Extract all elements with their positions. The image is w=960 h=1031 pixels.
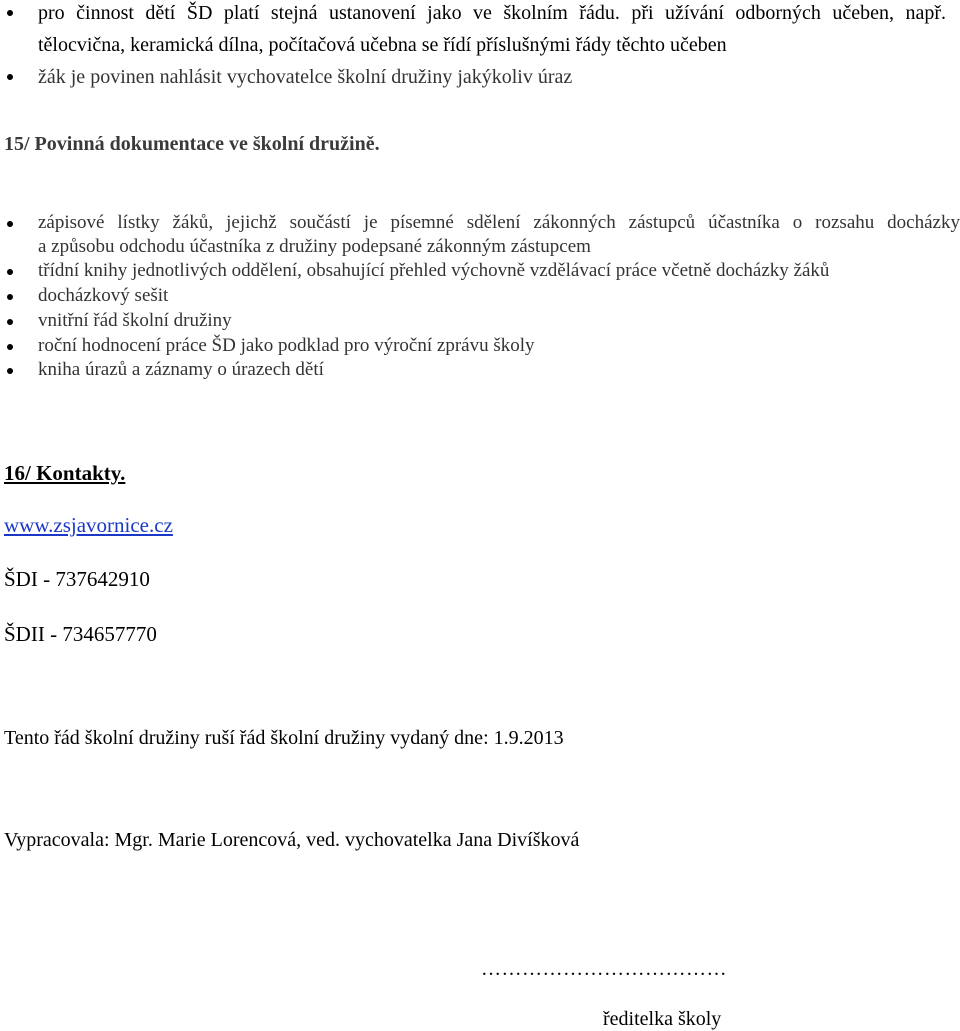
list-item-text-continued: tělocvična, keramická dílna, počítačová učebna se řídí příslušnými řády těchto učeben (38, 34, 727, 56)
list-item-text: docházkový sešit (38, 285, 169, 306)
bullet-icon (7, 74, 13, 80)
signature-label: ředitelka školy (603, 1008, 722, 1030)
section-heading-documentation: 15/ Povinná dokumentace ve školní družině. (4, 133, 380, 155)
list-item-text: zápisové lístky žáků, jejichž součástí je písemné sdělení zákonných zástupců účastníka o rozsahu docházky (38, 212, 960, 233)
list-item-text: roční hodnocení práce ŠD jako podklad pro výroční zprávu školy (38, 335, 535, 356)
list-item-text: vnitřní řád školní družiny (38, 310, 232, 331)
list-item-text: žák je povinen nahlásit vychovatelce školní družiny jakýkoliv úraz (38, 66, 573, 88)
bullet-icon (7, 344, 13, 350)
bullet-icon (7, 10, 13, 16)
bullet-icon (7, 319, 13, 325)
website-link[interactable]: www.zsjavornice.cz (4, 513, 173, 537)
list-item-text: třídní knihy jednotlivých oddělení, obsahující přehled výchovně vzdělávací práce včetně docházky žáků (38, 260, 830, 281)
signature-line: ……………………………… (481, 958, 727, 980)
phone-sdii: ŠDII - 734657770 (4, 622, 157, 646)
prepared-by: Vypracovala: Mgr. Marie Lorencová, ved. vychovatelka Jana Divíšková (4, 829, 580, 851)
list-item-text: kniha úrazů a záznamy o úrazech dětí (38, 359, 324, 380)
bullet-icon (7, 368, 13, 374)
list-item-text-continued: a způsobu odchodu účastníka z družiny podepsané zákonným zástupcem (38, 236, 591, 257)
bullet-icon (7, 294, 13, 300)
section-heading-contacts: 16/ Kontakty. (4, 461, 126, 485)
bullet-icon (7, 221, 13, 227)
phone-sdi: ŠDI - 737642910 (4, 567, 150, 591)
bullet-icon (7, 269, 13, 275)
list-item-text: pro činnost dětí ŠD platí stejná ustanovení jako ve školním řádu. při užívání odborných učeben, např. (38, 2, 946, 24)
cancellation-note: Tento řád školní družiny ruší řád školní družiny vydaný dne: 1.9.2013 (4, 727, 564, 749)
